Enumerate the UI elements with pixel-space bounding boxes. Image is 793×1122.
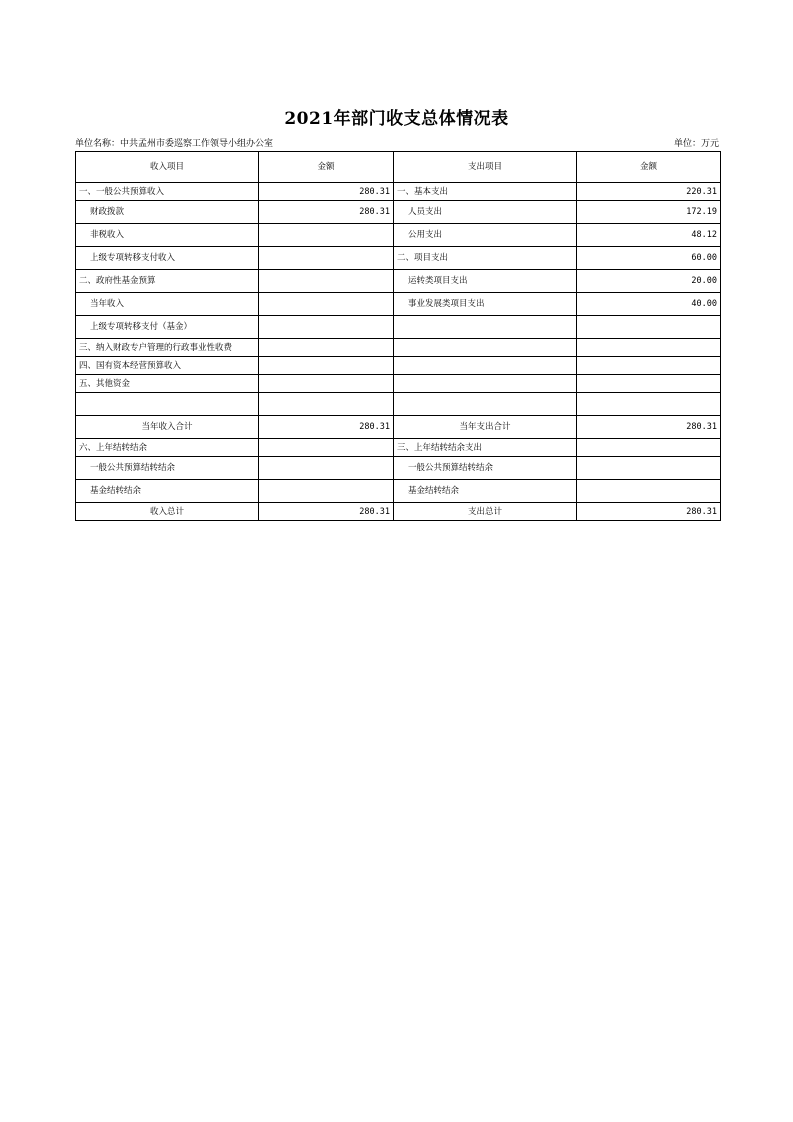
expense-amount: 20.00 [577, 270, 721, 293]
income-item: 基金结转结余 [76, 480, 259, 503]
expense-item: 运转类项目支出 [394, 270, 577, 293]
expense-item [394, 393, 577, 416]
income-amount [259, 224, 394, 247]
table-row [76, 357, 721, 375]
income-amount: 280.31 [259, 183, 394, 201]
table-row [76, 183, 721, 201]
income-item: 非税收入 [76, 224, 259, 247]
table-row [76, 457, 721, 480]
page-title: 2021年部门收支总体情况表 [284, 109, 509, 129]
expense-amount [577, 375, 721, 393]
expense-amount [577, 480, 721, 503]
income-subtotal-label: 当年收入合计 [76, 416, 259, 439]
table-row [76, 247, 721, 270]
expense-amount: 220.31 [577, 183, 721, 201]
expense-amount [577, 439, 721, 457]
expense-item: 基金结转结余 [394, 480, 577, 503]
table-row [76, 339, 721, 357]
unit-name: 单位名称：中共孟州市委巡察工作领导小组办公室 [75, 139, 274, 149]
table-row [76, 201, 721, 224]
expense-item: 事业发展类项目支出 [394, 293, 577, 316]
table-header-row [76, 152, 721, 183]
income-total-amount: 280.31 [259, 503, 394, 521]
total-row [76, 503, 721, 521]
income-item: 四、国有资本经营预算收入 [76, 357, 259, 375]
income-item: 上级专项转移支付（基金） [76, 316, 259, 339]
budget-table [75, 151, 721, 521]
income-item: 一般公共预算结转结余 [76, 457, 259, 480]
income-amount [259, 375, 394, 393]
table-row [76, 224, 721, 247]
expense-item: 公用支出 [394, 224, 577, 247]
expense-item [394, 316, 577, 339]
expense-amount: 172.19 [577, 201, 721, 224]
subtotal-row [76, 416, 721, 439]
expense-amount: 60.00 [577, 247, 721, 270]
table-row [76, 316, 721, 339]
income-amount [259, 480, 394, 503]
table-row [76, 270, 721, 293]
expense-amount [577, 339, 721, 357]
expense-item: 二、项目支出 [394, 247, 577, 270]
income-item: 三、纳入财政专户管理的行政事业性收费 [76, 339, 259, 357]
income-amount: 280.31 [259, 201, 394, 224]
income-amount [259, 247, 394, 270]
table-row [76, 480, 721, 503]
table-row [76, 375, 721, 393]
income-item: 六、上年结转结余 [76, 439, 259, 457]
table-row [76, 439, 721, 457]
expense-item: 一般公共预算结转结余 [394, 457, 577, 480]
income-item: 二、政府性基金预算 [76, 270, 259, 293]
expense-item [394, 375, 577, 393]
expense-amount: 40.00 [577, 293, 721, 316]
expense-total-label: 支出总计 [394, 503, 577, 521]
income-item: 当年收入 [76, 293, 259, 316]
expense-subtotal-label: 当年支出合计 [394, 416, 577, 439]
expense-item [394, 339, 577, 357]
expense-item: 三、上年结转结余支出 [394, 439, 577, 457]
expense-amount: 48.12 [577, 224, 721, 247]
income-subtotal-amount: 280.31 [259, 416, 394, 439]
income-item: 一、一般公共预算收入 [76, 183, 259, 201]
income-amount [259, 316, 394, 339]
income-amount [259, 457, 394, 480]
expense-item: 一、基本支出 [394, 183, 577, 201]
expense-item: 人员支出 [394, 201, 577, 224]
expense-amount [577, 357, 721, 375]
income-item: 五、其他资金 [76, 375, 259, 393]
expense-amount [577, 457, 721, 480]
income-amount [259, 270, 394, 293]
expense-amount [577, 393, 721, 416]
income-amount [259, 293, 394, 316]
income-item [76, 393, 259, 416]
expense-amount [577, 316, 721, 339]
income-item: 财政拨款 [76, 201, 259, 224]
income-amount [259, 439, 394, 457]
expense-item [394, 357, 577, 375]
income-amount [259, 357, 394, 375]
income-total-label: 收入总计 [76, 503, 259, 521]
header-income-item: 收入项目 [76, 152, 259, 183]
expense-total-amount: 280.31 [577, 503, 721, 521]
income-item: 上级专项转移支付收入 [76, 247, 259, 270]
table-row [76, 293, 721, 316]
income-amount [259, 393, 394, 416]
header-income-amount: 金额 [259, 152, 394, 183]
header-expense-item: 支出项目 [394, 152, 577, 183]
income-amount [259, 339, 394, 357]
table-row [76, 393, 721, 416]
unit-label: 单位：万元 [673, 139, 719, 149]
expense-subtotal-amount: 280.31 [577, 416, 721, 439]
header-expense-amount: 金额 [577, 152, 721, 183]
